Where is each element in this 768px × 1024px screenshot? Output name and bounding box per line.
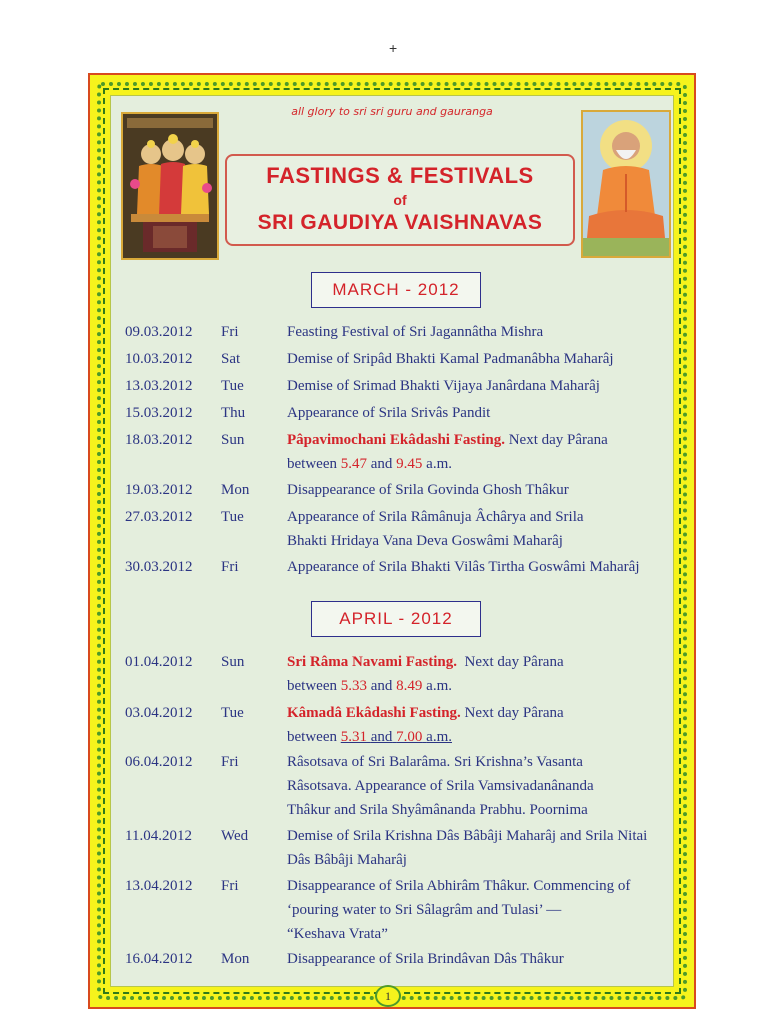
entry-line: ‘pouring water to Sri Sâlagrâm and Tulasi’ — xyxy=(287,902,562,918)
entry-description xyxy=(287,650,677,698)
fasting-name: Pâpavimochani Ekâdashi Fasting. xyxy=(287,432,505,448)
entry-description: Appearance of Srila Srivâs Pandit xyxy=(287,405,491,421)
title-line-2: SRI GAUDIYA VAISHNAVAS xyxy=(257,211,543,234)
entry-date: 11.04.2012 xyxy=(125,828,192,844)
parana-time-to: 8.49 xyxy=(396,678,423,694)
entry-day: Sun xyxy=(221,432,245,448)
entry-day: Tue xyxy=(221,509,244,525)
entry-day: Fri xyxy=(221,559,239,575)
fasting-name: Sri Râma Navami Fasting. xyxy=(287,654,457,670)
and-label: and xyxy=(370,678,393,694)
between-label: between xyxy=(287,456,337,472)
entry-day: Fri xyxy=(221,754,239,770)
salutation: all glory to sri sri guru and gauranga xyxy=(291,105,493,118)
deities-photo xyxy=(121,112,219,260)
month-header-march: MARCH - 2012 xyxy=(311,272,481,308)
entry-day: Tue xyxy=(221,378,244,394)
title-line-1: FASTINGS & FESTIVALS xyxy=(266,163,534,188)
parana-time-to: 9.45 xyxy=(396,456,423,472)
entry-description xyxy=(287,505,677,553)
entry-day: Thu xyxy=(221,405,246,421)
parana-label: Next day Pârana xyxy=(464,654,564,670)
and-label: and xyxy=(370,729,393,745)
title-of: of xyxy=(393,192,407,208)
entry-day: Mon xyxy=(221,482,250,498)
entry-line: Disappearance of Srila Abhirâm Thâkur. Commencing of xyxy=(287,878,631,894)
parana-time-from: 5.33 xyxy=(340,678,367,694)
crop-mark: + xyxy=(389,40,398,56)
am-label: a.m. xyxy=(426,729,452,745)
entry-line: Râsotsava. Appearance of Srila Vamsivadanânanda xyxy=(287,778,594,794)
entry-date: 01.04.2012 xyxy=(125,654,193,670)
entry-description: Feasting Festival of Sri Jagannâtha Mishra xyxy=(287,324,544,340)
entry-date: 06.04.2012 xyxy=(125,754,193,770)
entry-date: 13.03.2012 xyxy=(125,378,193,394)
entry-day: Mon xyxy=(221,951,250,967)
entry-description: Disappearance of Srila Brindâvan Dâs Thâkur xyxy=(287,951,564,967)
parana-time-to: 7.00 xyxy=(396,729,423,745)
entry-description: Appearance of Srila Bhakti Vilâs Tirtha Goswâmi Maharâj xyxy=(287,559,640,575)
between-label: between xyxy=(287,729,337,745)
decorative-frame xyxy=(88,73,696,1009)
entry-line: Thâkur and Srila Shyâmânanda Prabhu. Poornima xyxy=(287,802,588,818)
entry-date: 10.03.2012 xyxy=(125,351,193,367)
entry-date: 30.03.2012 xyxy=(125,559,193,575)
entry-day: Sun xyxy=(221,654,245,670)
title-box xyxy=(225,154,575,246)
entry-date: 15.03.2012 xyxy=(125,405,193,421)
fasting-name: Kâmadâ Ekâdashi Fasting. xyxy=(287,705,461,721)
page-number: 1 xyxy=(375,985,401,1007)
entry-day: Fri xyxy=(221,324,239,340)
month-header-april: APRIL - 2012 xyxy=(311,601,481,637)
entry-description xyxy=(287,750,677,822)
entry-line: Bhakti Hridaya Vana Deva Goswâmi Maharâj xyxy=(287,533,563,549)
am-label: a.m. xyxy=(426,678,452,694)
entry-line: “Keshava Vrata” xyxy=(287,926,388,942)
entry-line: Dâs Bâbâji Maharâj xyxy=(287,852,407,868)
entry-date: 09.03.2012 xyxy=(125,324,193,340)
entry-date: 18.03.2012 xyxy=(125,432,193,448)
entry-description xyxy=(287,824,687,872)
entry-day: Sat xyxy=(221,351,241,367)
entry-description xyxy=(287,428,677,476)
and-label: and xyxy=(370,456,393,472)
entry-date: 13.04.2012 xyxy=(125,878,193,894)
entry-line: Appearance of Srila Râmânuja Âchârya and Srila xyxy=(287,509,584,525)
entry-date: 19.03.2012 xyxy=(125,482,193,498)
entry-date: 16.04.2012 xyxy=(125,951,193,967)
entry-description xyxy=(287,874,687,946)
entry-day: Tue xyxy=(221,705,244,721)
entry-line: Demise of Srila Krishna Dâs Bâbâji Maharâj and Srila Nitai xyxy=(287,828,648,844)
content-panel xyxy=(110,95,674,987)
parana-label: Next day Pârana xyxy=(508,432,608,448)
parana-time-from: 5.47 xyxy=(340,456,367,472)
entry-description xyxy=(287,701,677,749)
entry-description: Demise of Sripâd Bhakti Kamal Padmanâbha Maharâj xyxy=(287,351,614,367)
entry-line: Râsotsava of Sri Balarâma. Sri Krishna’s Vasanta xyxy=(287,754,583,770)
entry-day: Wed xyxy=(221,828,249,844)
guru-photo xyxy=(581,110,671,258)
between-label: between xyxy=(287,678,337,694)
parana-time-from: 5.31 xyxy=(340,729,367,745)
entry-date: 27.03.2012 xyxy=(125,509,193,525)
entry-day: Fri xyxy=(221,878,239,894)
parana-label: Next day Pârana xyxy=(464,705,564,721)
am-label: a.m. xyxy=(426,456,452,472)
entry-description: Demise of Srimad Bhakti Vijaya Janârdana Maharâj xyxy=(287,378,600,394)
entry-date: 03.04.2012 xyxy=(125,705,193,721)
entry-description: Disappearance of Srila Govinda Ghosh Thâkur xyxy=(287,482,569,498)
